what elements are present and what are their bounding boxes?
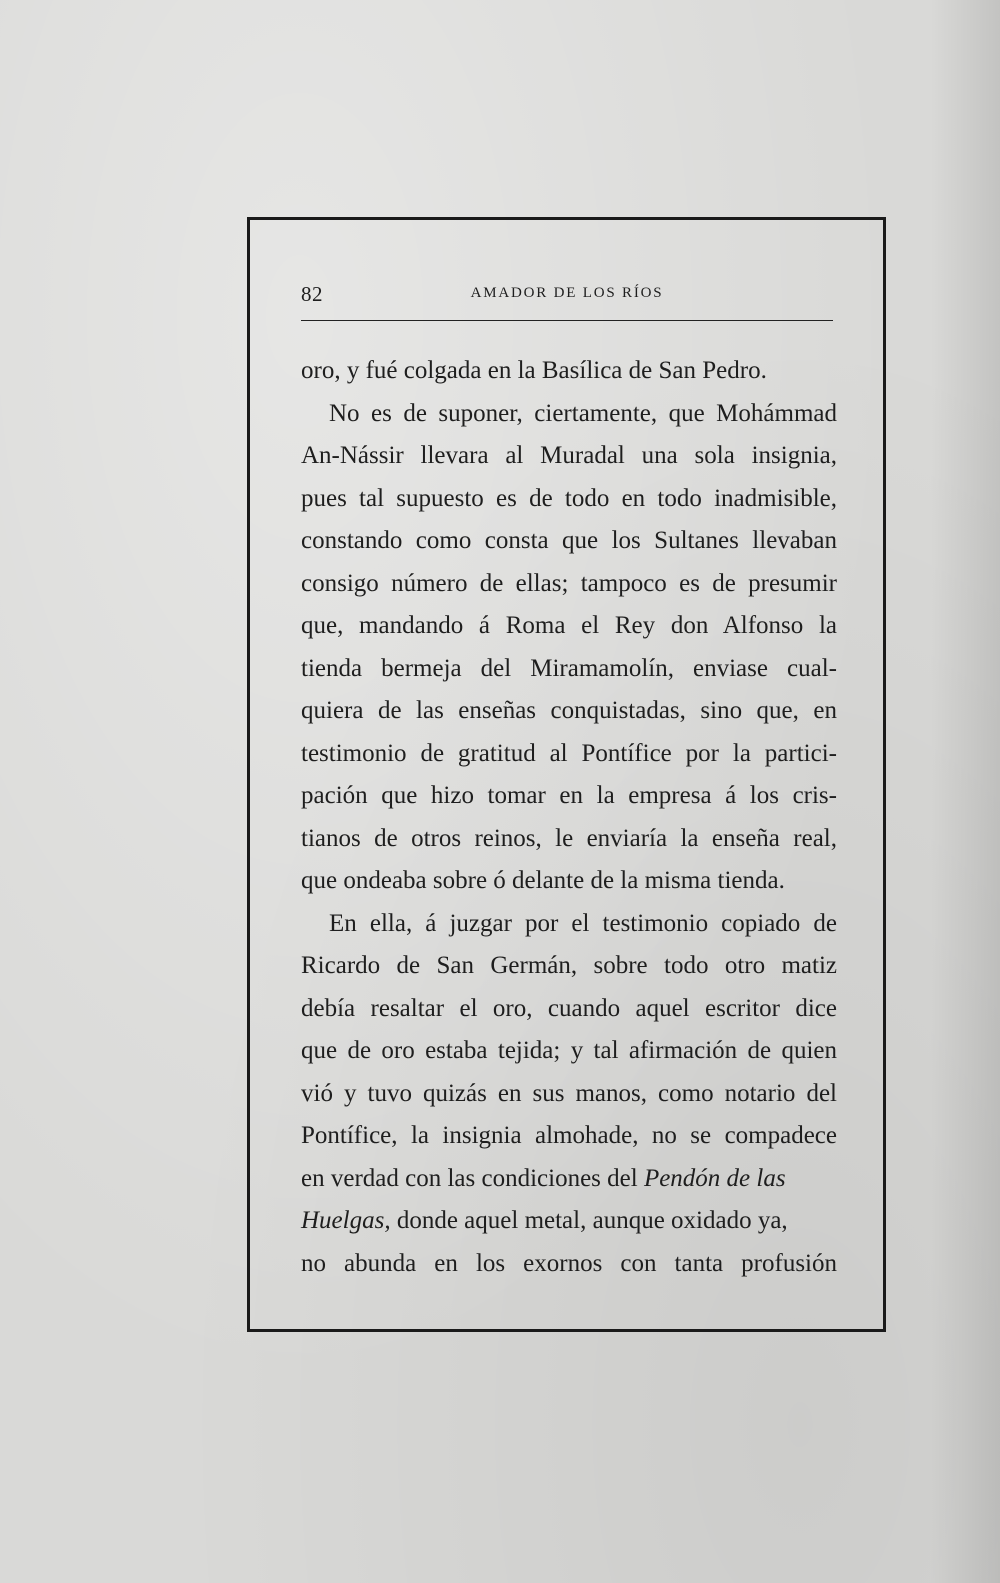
text-line: oro, y fué colgada en la Basílica de San Pedro. — [301, 357, 767, 384]
italic-title: Pendón de las — [643, 1164, 786, 1192]
running-head — [301, 282, 833, 312]
body-text — [301, 350, 837, 1285]
text-line: En ella, á juzgar por el testimonio copiado de — [329, 909, 837, 937]
text-line: pues tal supuesto es de todo en todo inadmisible, — [301, 484, 837, 512]
text-line: Ricardo de San Germán, sobre todo otro matiz — [301, 952, 837, 979]
text-line: tianos de otros reinos, le enviaría la enseña real, — [301, 824, 837, 852]
page-edge-shadow — [930, 0, 1000, 1583]
text-line: constando como consta que los Sultanes llevaban — [301, 527, 837, 554]
text-segment: en verdad con las condiciones del — [301, 1164, 638, 1192]
text-line: An-Nássir llevara al Muradal una sola insignia, — [301, 442, 837, 469]
text-line: quiera de las enseñas conquistadas, sino que, en — [301, 697, 837, 724]
text-line-with-italic — [301, 1200, 837, 1243]
page-number: 82 — [301, 282, 323, 306]
text-line: pación que hizo tomar en la empresa á los cris- — [301, 782, 837, 809]
text-line-with-italic — [301, 1158, 837, 1201]
text-line: que de oro estaba tejida; y tal afirmación de quien — [301, 1037, 837, 1064]
text-line: Pontífice, la insignia almohade, no se compadece — [301, 1122, 837, 1149]
running-title: AMADOR DE LOS RÍOS — [470, 285, 664, 301]
text-line: No es de suponer, ciertamente, que Mohámmad — [329, 399, 837, 427]
header-rule — [301, 320, 833, 321]
text-segment: donde aquel metal, aunque oxidado ya, — [396, 1207, 788, 1234]
text-line: no abunda en los exornos con tanta profusión — [301, 1249, 837, 1277]
text-line: vió y tuvo quizás en sus manos, como notario del — [301, 1079, 837, 1107]
text-line: consigo número de ellas; tampoco es de presumir — [301, 569, 837, 597]
text-line: testimonio de gratitud al Pontífice por la partici- — [301, 739, 837, 767]
text-line: debía resaltar el oro, cuando aquel escritor dice — [301, 994, 837, 1022]
text-line: que, mandando á Roma el Rey don Alfonso la — [301, 612, 837, 639]
italic-title: Huelgas, — [301, 1207, 391, 1234]
text-line: tienda bermeja del Miramamolín, enviase cual- — [301, 654, 837, 682]
text-line: que ondeaba sobre ó delante de la misma tienda. — [301, 867, 785, 894]
